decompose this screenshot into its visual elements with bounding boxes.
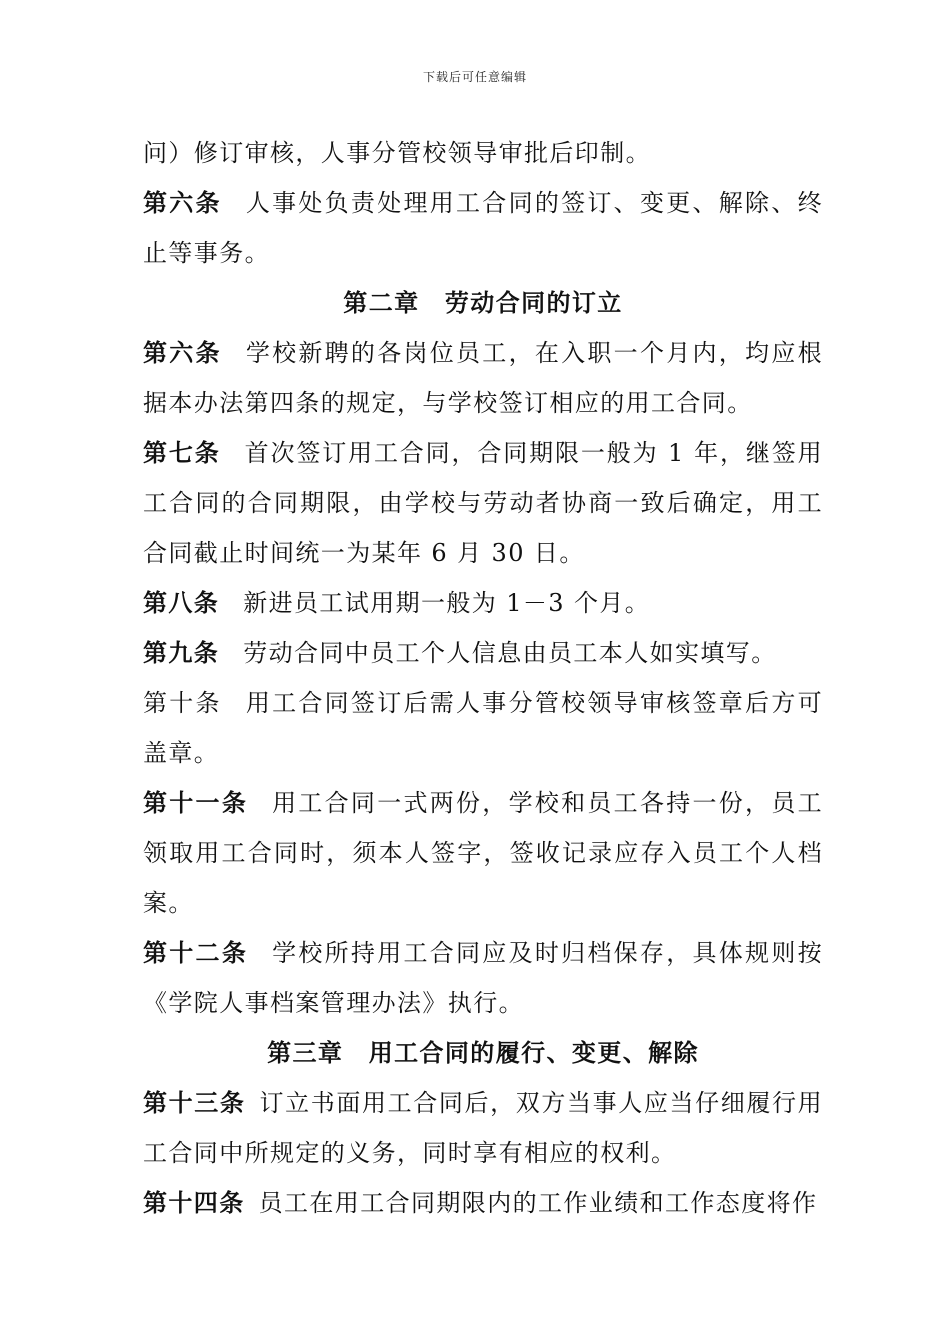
- article-8: [143, 578, 823, 628]
- article-label: 第八条: [143, 588, 220, 617]
- article-6: [143, 328, 823, 428]
- article-label: 第七条: [143, 438, 221, 467]
- article-label: 第九条: [143, 638, 220, 667]
- article-6-personnel: [143, 178, 823, 278]
- chapter-2-title: 第二章 劳动合同的订立: [343, 288, 623, 317]
- article-9: [143, 628, 823, 678]
- article-10: [143, 678, 823, 778]
- article-13: [143, 1078, 823, 1178]
- article-text: 员工在用工合同期限内的工作业绩和工作态度将作: [258, 1189, 818, 1217]
- article-label: 第十四条: [143, 1188, 245, 1217]
- article-text: 订立书面用工合同后，双方当事人应当仔细履行用工合同中所规定的义务，同时享有相应的权利。: [143, 1089, 823, 1167]
- document-body: [143, 128, 823, 1228]
- article-label: 第十一条: [143, 788, 249, 817]
- article-text: 用工合同一式两份，学校和员工各持一份，员工领取用工合同时，须本人签字，签收记录应存入员工个人档案。: [143, 789, 823, 917]
- article-text: 劳动合同中员工个人信息由员工本人如实填写。: [243, 639, 777, 667]
- article-text: 人事处负责处理用工合同的签订、变更、解除、终止等事务。: [143, 189, 823, 267]
- paragraph-text: 问）修订审核，人事分管校领导审批后印制。: [143, 139, 651, 167]
- chapter-3-title: 第三章 用工合同的履行、变更、解除: [267, 1038, 699, 1067]
- article-12: [143, 928, 823, 1028]
- article-text: 用工合同签订后需人事分管校领导审核签章后方可盖章。: [143, 689, 823, 767]
- article-label: 第六条: [143, 188, 222, 217]
- page-header-note: 下载后可任意编辑: [422, 70, 527, 84]
- article-text: 学校新聘的各岗位员工，在入职一个月内，均应根据本办法第四条的规定，与学校签订相应的用工合同。: [143, 339, 823, 417]
- article-label: 第十三条: [143, 1088, 246, 1117]
- article-11: [143, 778, 823, 928]
- paragraph-continuation: [143, 128, 823, 178]
- article-7: [143, 428, 823, 578]
- article-text: 学校所持用工合同应及时归档保存，具体规则按《学院人事档案管理办法》执行。: [143, 939, 823, 1017]
- article-14: [143, 1178, 823, 1228]
- article-text: 新进员工试用期一般为 1－3 个月。: [243, 589, 651, 617]
- article-text: 首次签订用工合同，合同期限一般为 1 年，继签用工合同的合同期限，由学校与劳动者协商一致后确定，用工合同截止时间统一为某年 6 月 30 日。: [143, 439, 823, 567]
- article-label: 第十二条: [143, 938, 249, 967]
- article-label: 第六条: [143, 338, 222, 367]
- article-label: 第十条: [143, 689, 222, 717]
